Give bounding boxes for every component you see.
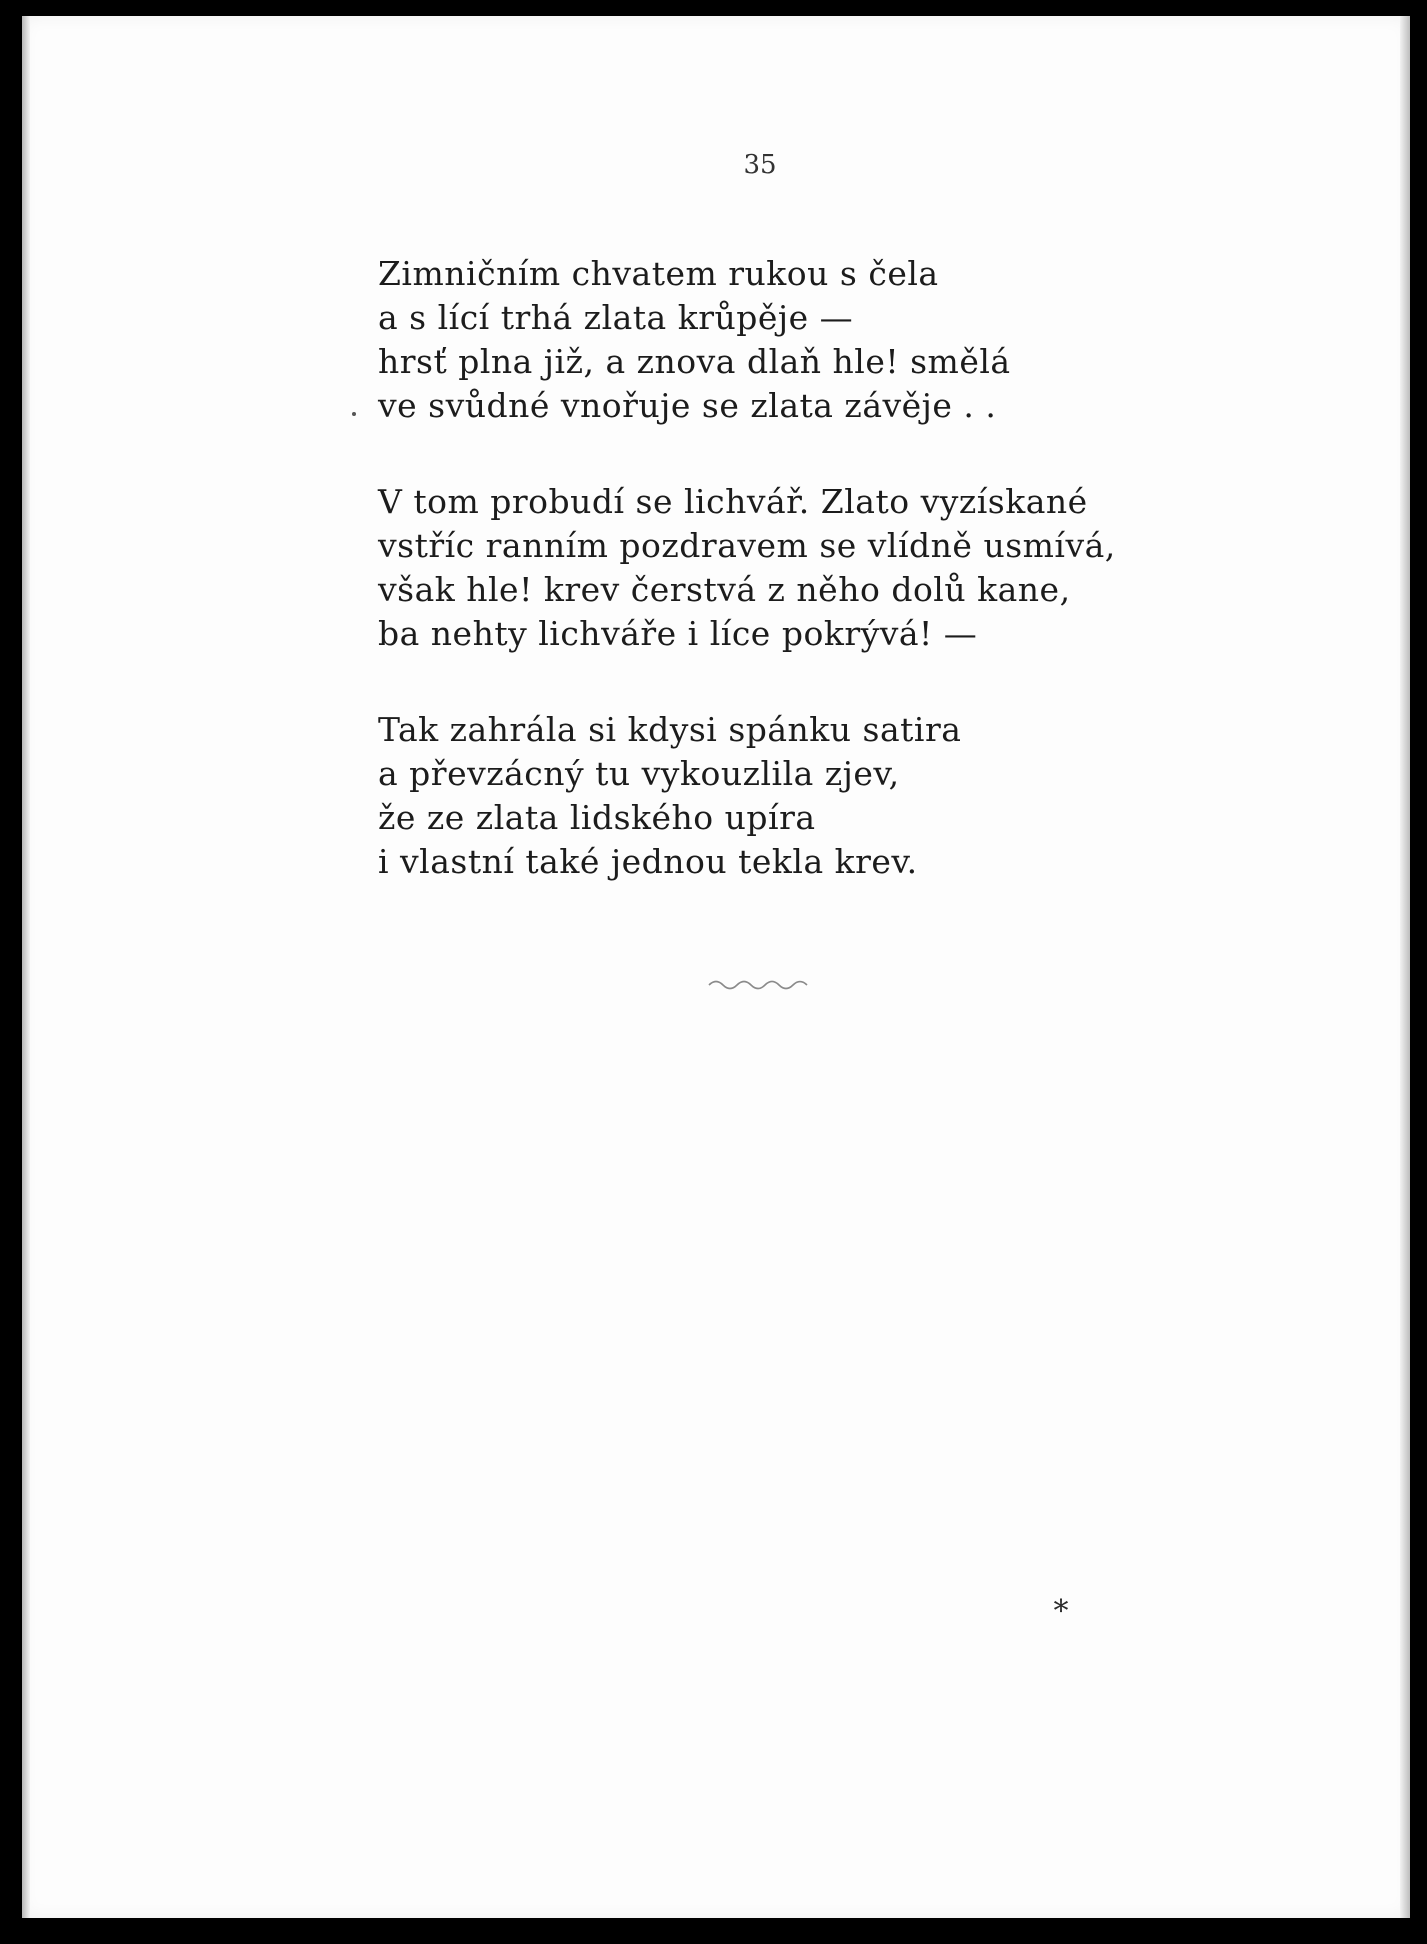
verse-line: Tak zahrála si kdysi spánku satira: [378, 710, 962, 749]
verse-line: hrsť plna již, a znova dlaň hle! smělá: [378, 342, 1011, 381]
poem: [378, 252, 1278, 936]
page-right-edge: [1400, 16, 1410, 1918]
verse-line: že ze zlata lidského upíra: [378, 798, 816, 837]
stanza-3: [378, 708, 1278, 884]
page-number: 35: [743, 150, 777, 180]
stanza-2: [378, 480, 1278, 656]
verse-line: a s lící trhá zlata krůpěje —: [378, 298, 854, 337]
stanza-1: [378, 252, 1278, 428]
verse-line: vstříc ranním pozdravem se vlídně usmívá,: [378, 526, 1116, 565]
asterisk-mark: *: [1053, 1594, 1069, 1629]
verse-line: V tom probudí se lichvář. Zlato vyzískané: [378, 482, 1088, 521]
verse-line: však hle! krev čerstvá z něho dolů kane,: [378, 570, 1071, 609]
verse-line: Zimničním chvatem rukou s čela: [378, 254, 939, 293]
verse-line: a převzácný tu vykouzlila zjev,: [378, 754, 900, 793]
verse-line: ba nehty lichváře i líce pokrývá! —: [378, 614, 978, 653]
verse-line: ve svůdné vnořuje se zlata závěje . .: [378, 386, 997, 425]
wavy-ornament-icon: [705, 975, 815, 995]
print-speck: [352, 412, 356, 416]
verse-line: i vlastní také jednou tekla krev.: [378, 842, 918, 881]
page-left-edge: [22, 16, 30, 1918]
